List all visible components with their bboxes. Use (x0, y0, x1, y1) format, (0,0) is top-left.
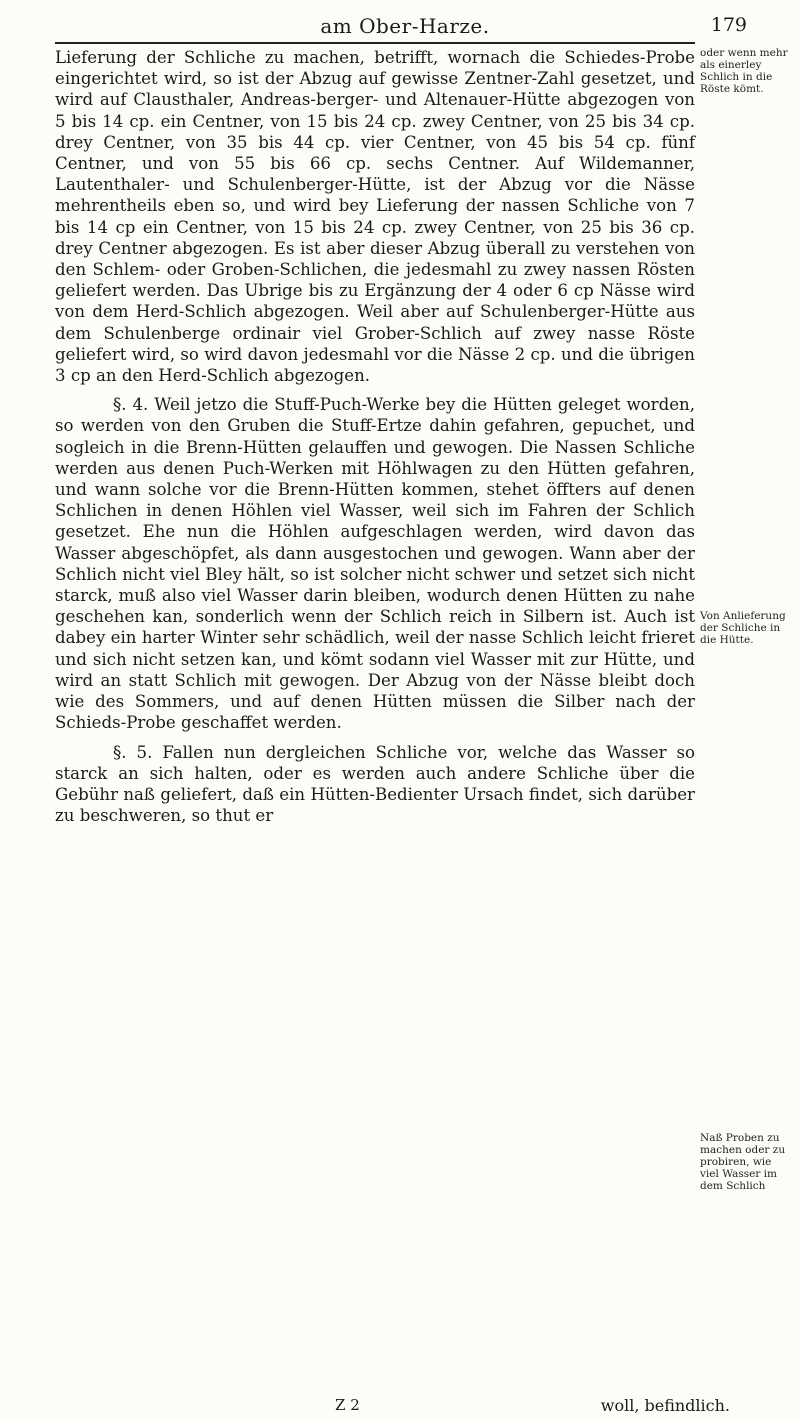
body-text (55, 47, 695, 834)
paragraph-2: §. 4. Weil jetzo die Stuff-Puch-Werke bey die Hütten geleget worden, so werden von den Gruben die Stuff-Ertze dahin gefahren, gepuchet, und sogleich in die Brenn-Hütten gelauffen und gewogen. Die Nassen Schliche werden aus denen Puch-Werken mit Höhlwagen zu den Hütten gefahren, und wann solche vor die Brenn-Hütten kommen, stehet öffters auf denen Schlichen in denen Höhlen viel Wasser, weil sich im Fahren der Schlich gesetzet. Ehe nun die Höhlen aufgeschlagen werden, wird davon das Wasser abgeschöpfet, als dann ausgestochen und gewogen. Wann aber der Schlich nicht viel Bley hält, so ist solcher nicht schwer und setzet sich nicht starck, muß also viel Wasser darin bleiben, wodurch denen Hütten zu nahe geschehen kan, sonderlich wenn der Schlich reich in Silbern ist. Auch ist dabey ein harter Winter sehr schädlich, weil der nasse Schlich leicht frieret und sich nicht setzen kan, und kömt sodann viel Wasser mit zur Hütte, und wird an statt Schlich mit gewogen. Der Abzug von der Nässe bleibt doch wie des Sommers, und auf denen Hütten müssen die Silber nach der Schieds-Probe geschaffet werden. (55, 395, 695, 733)
margin-note-3: Naß Proben zu machen oder zu probiren, wie viel Wasser im dem Schlich (700, 1132, 786, 1192)
margin-note-2: Von Anlieferung der Schliche in die Hütte. (700, 610, 786, 646)
paragraph-3: §. 5. Fallen nun dergleichen Schliche vor, welche das Wasser so starck an sich halten, oder es werden auch andere Schliche über die Gebühr naß geliefert, daß ein Hütten-Bedienter Ursach findet, sich darüber zu beschweren, so thut er (55, 742, 695, 826)
page-number: 179 (710, 14, 747, 36)
running-head: am Ober-Harze. (320, 14, 490, 38)
paragraph-1: Lieferung der Schliche zu machen, betrifft, wornach die Schiedes-Probe eingerichtet wird, so ist der Abzug auf gewisse Zentner-Zahl gesetzet, und wird auf Clausthaler, Andreas-berger- und Altenauer-Hütte abgezogen von 5 bis 14 cp. ein Centner, von 15 bis 24 cp. zwey Centner, von 25 bis 34 cp. drey Centner, von 35 bis 44 cp. vier Centner, von 45 bis 54 cp. fünf Centner, und von 55 bis 66 cp. sechs Centner. Auf Wildemanner, Lautenthaler- und Schulenberger-Hütte, ist der Abzug vor die Nässe mehrentheils eben so, und wird bey Lieferung der nassen Schliche von 7 bis 14 cp ein Centner, von 15 bis 24 cp. zwey Centner, von 25 bis 36 cp. drey Centner abgezogen. Es ist aber dieser Abzug überall zu verstehen von den Schlem- oder Groben-Schlichen, die jedesmahl zu zwey nassen Rösten geliefert werden. Das Ubrige bis zu Ergänzung der 4 oder 6 cp Nässe wird von dem Herd-Schlich abgezogen. Weil aber auf Schulenberger-Hütte aus dem Schulenberge ordinair viel Grober-Schlich auf zwey nasse Röste geliefert wird, so wird davon jedesmahl vor die Nässe 2 cp. und die übrigen 3 cp an den Herd-Schlich abgezogen. (55, 48, 695, 386)
sheet-signature: Z 2 (335, 1396, 360, 1414)
catchword: woll, befindlich. (600, 1396, 730, 1415)
page-header (55, 14, 755, 44)
header-rule (55, 42, 695, 44)
margin-note-1: oder wenn mehr als einerley Schlich in die Röste kömt. (700, 47, 788, 95)
page-footer (55, 1396, 755, 1418)
